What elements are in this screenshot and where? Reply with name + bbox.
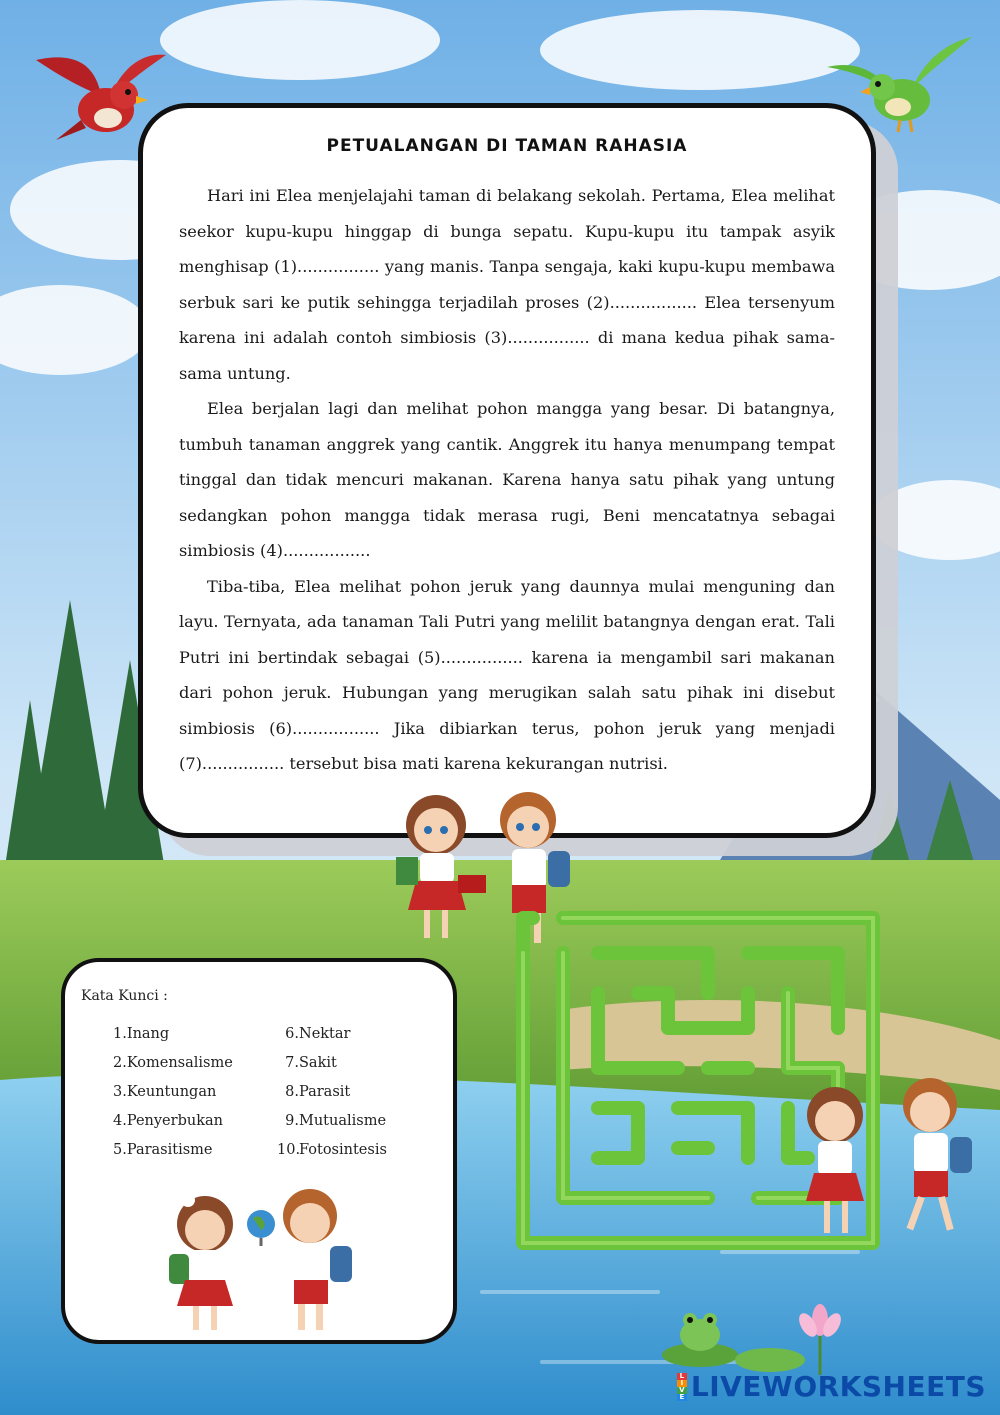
- keyword-item: 2.Komensalisme: [113, 1055, 233, 1071]
- story-title: PETUALANGAN DI TAMAN RAHASIA: [326, 136, 688, 156]
- keyword-card: [61, 958, 457, 1344]
- keyword-item: 3.Keuntungan: [113, 1084, 217, 1100]
- story-paragraph-2: Elea berjalan lagi dan melihat pohon mangga yang besar. Di batangnya, tumbuh tanaman anggrek yang cantik. Anggrek itu hanya menumpang tempat tinggal dan tidak mencuri makanan. Karena hanya satu pihak yang untung sedangkan pohon mangga tidak merasa rugi, Beni mencatatnya sebagai simbiosis (4).................: [179, 399, 835, 560]
- keyword-title: Kata Kunci :: [81, 988, 168, 1004]
- keyword-item: 4.Penyerbukan: [113, 1113, 223, 1129]
- keyword-item: 1.Inang: [113, 1026, 170, 1042]
- kids-with-globe-illustration: [155, 1184, 375, 1334]
- liveworksheets-logo: [677, 1370, 986, 1403]
- story-paragraph-3: Tiba-tiba, Elea melihat pohon jeruk yang daunnya mulai menguning dan layu. Ternyata, ada tanaman Tali Putri yang melilit batangnya dengan erat. Tali Putri ini bertindak sebagai (5)................ karena ia mengambil sari makanan dari pohon jeruk. Hubungan yang merugikan salah satu pihak ini disebut simbiosis (6)................. Jika dibiarkan terus, pohon jeruk yang menjadi (7)................ tersebut bisa mati karena kekurangan nutrisi.: [179, 576, 835, 773]
- pond-decor: [660, 1295, 860, 1380]
- lotus-icon: [795, 1304, 844, 1375]
- keyword-item: 6.Nektar: [285, 1026, 351, 1042]
- brand-badge: L I V E: [677, 1373, 687, 1401]
- keyword-item: 9.Mutualisme: [285, 1113, 387, 1129]
- kids-illustration-right: [790, 1075, 1000, 1255]
- keyword-list-left: [113, 1026, 233, 1171]
- keyword-item: 10.Fotosintesis: [277, 1142, 387, 1158]
- keyword-item: 8.Parasit: [285, 1084, 351, 1100]
- keyword-list-right: [277, 1026, 387, 1171]
- story-paragraph-1: Hari ini Elea menjelajahi taman di belakang sekolah. Pertama, Elea melihat seekor kupu-kupu hinggap di bunga sepatu. Kupu-kupu itu tampak asyik menghisap (1)................ yang manis. Tanpa sengaja, kaki kupu-kupu membawa serbuk sari ke putik sehingga terjadilah proses (2)................. Elea tersenyum karena ini adalah contoh simbiosis (3)................ di mana kedua pihak sama-sama untung.: [179, 186, 835, 383]
- story-text: [179, 178, 835, 782]
- keyword-item: 7.Sakit: [285, 1055, 337, 1071]
- brand-name: LIVEWORKSHEETS: [690, 1370, 986, 1403]
- keyword-item: 5.Parasitisme: [113, 1142, 213, 1158]
- story-card: [138, 103, 876, 838]
